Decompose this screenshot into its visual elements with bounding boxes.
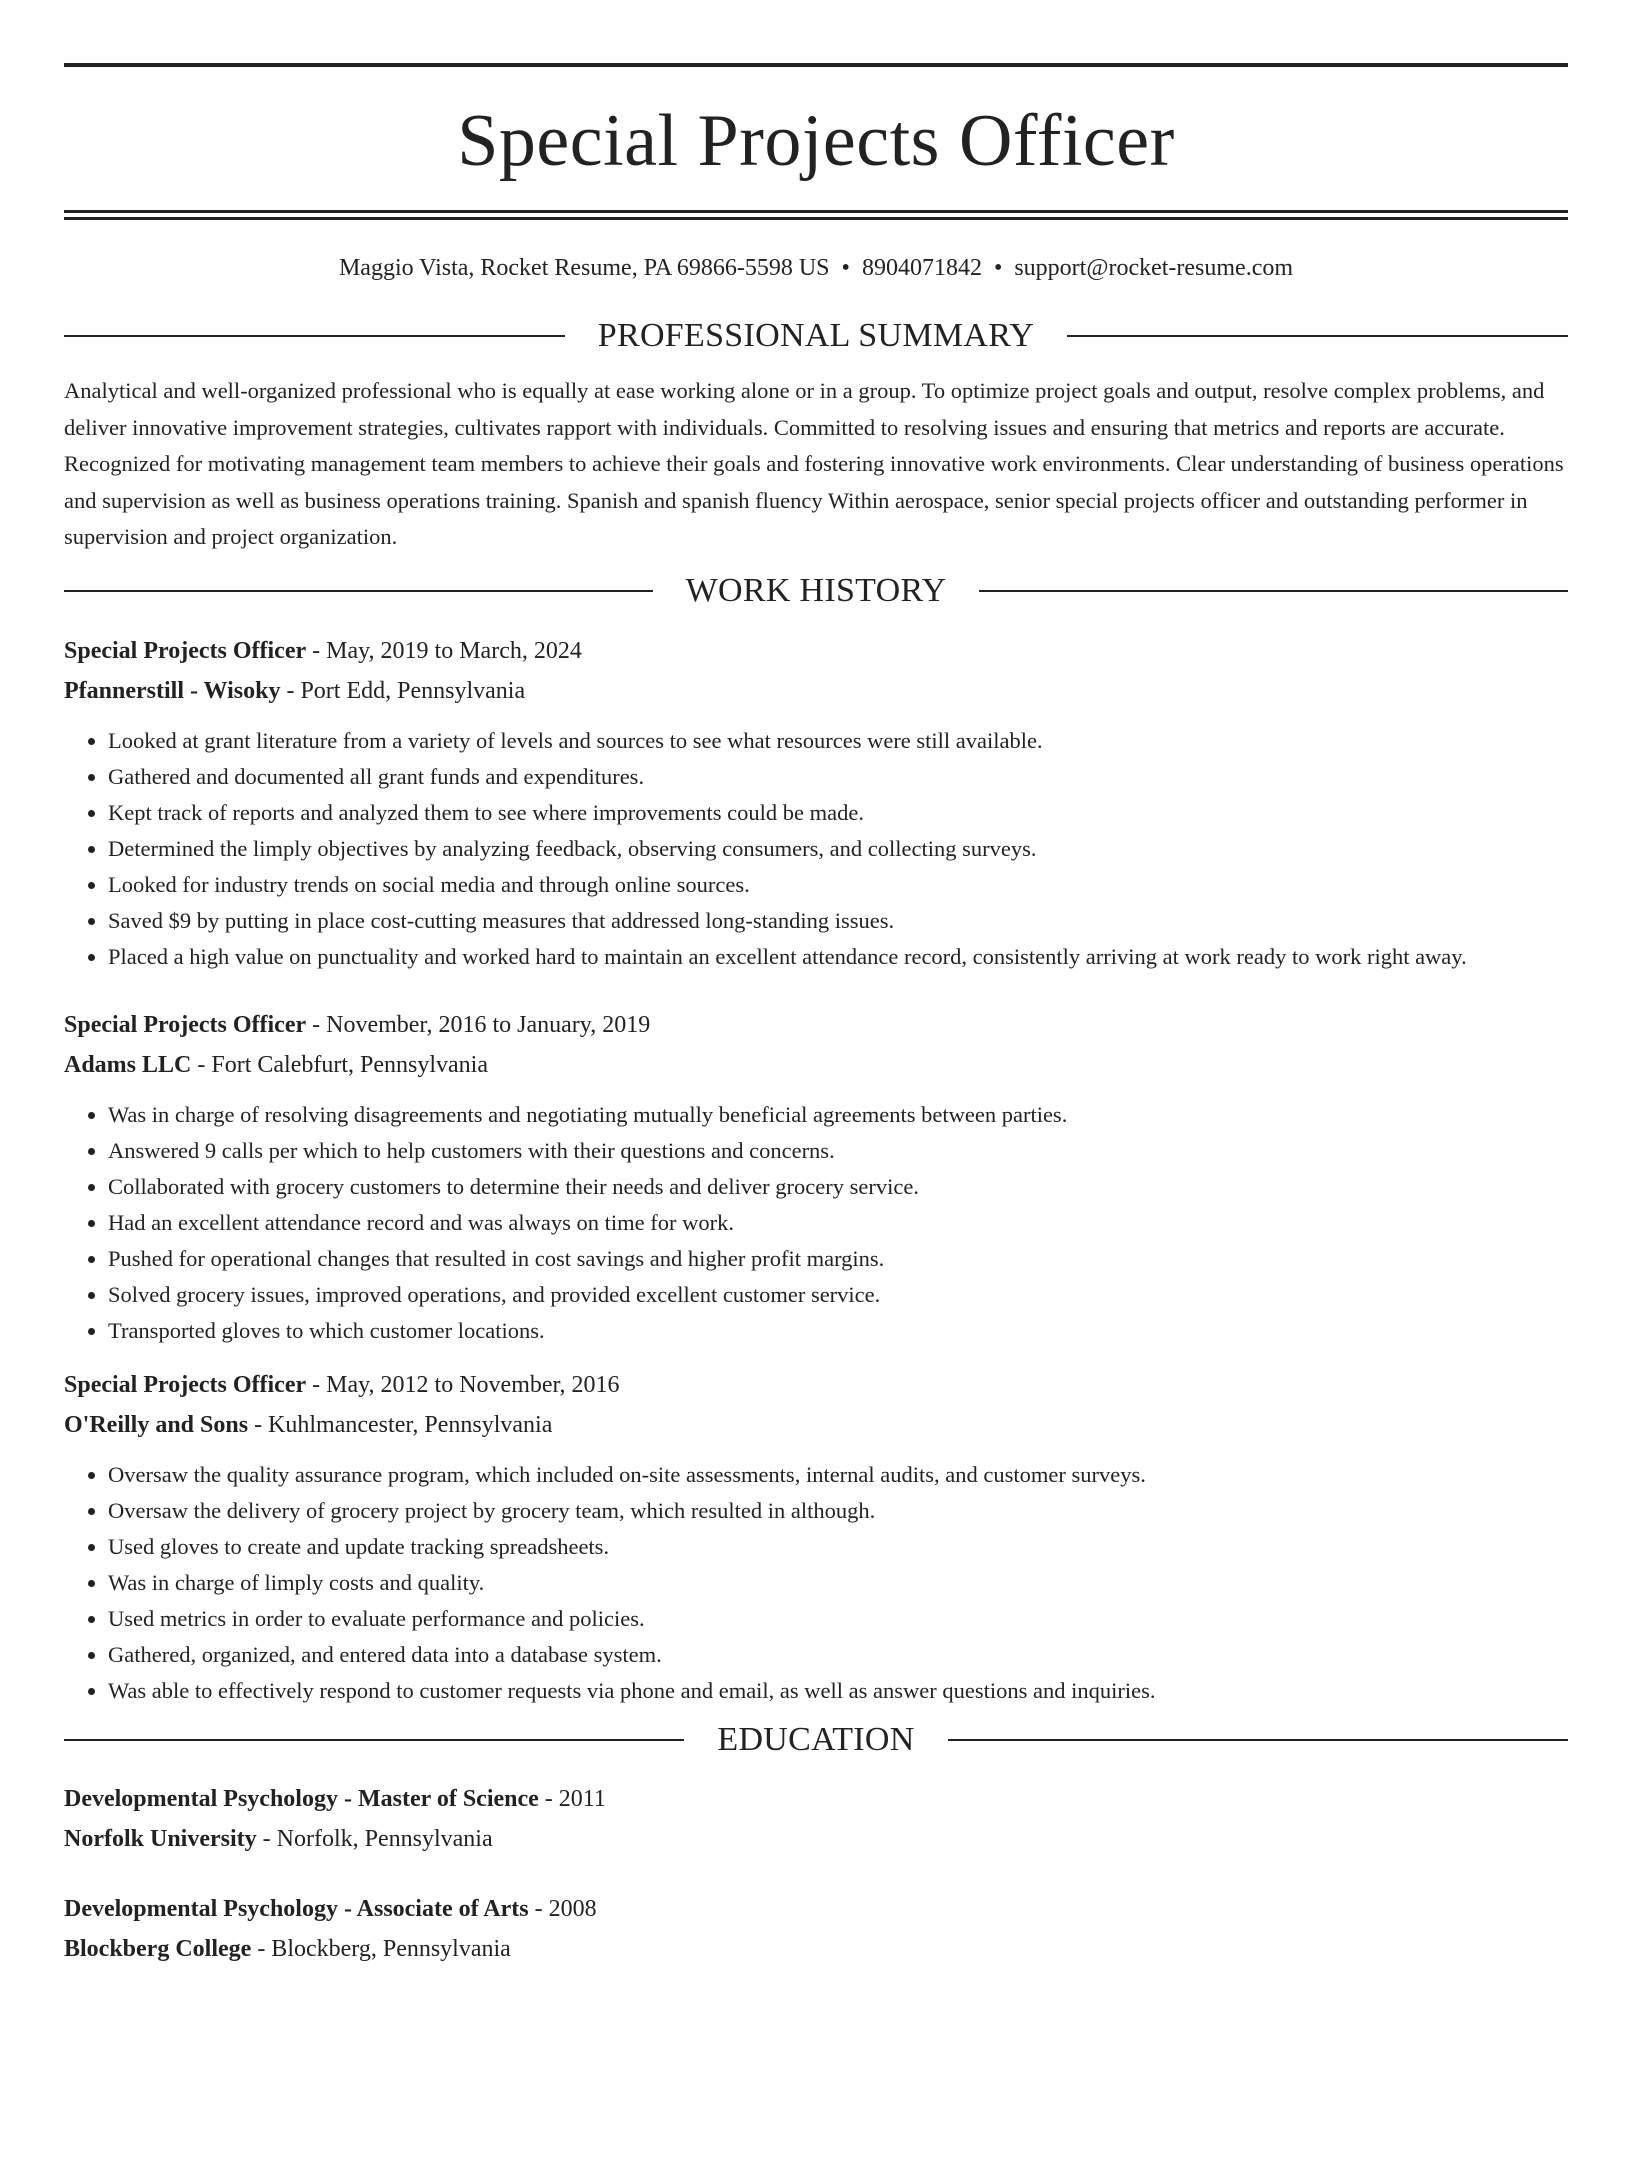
job-title-line (64, 631, 1568, 671)
section-rule (64, 335, 565, 337)
job-location: - Fort Calebfurt, Pennsylvania (191, 1051, 488, 1078)
job-entry (64, 1005, 1568, 1349)
resume-page (0, 63, 1632, 2175)
education-entry (64, 1889, 1568, 1969)
section-title-summary: PROFESSIONAL SUMMARY (597, 317, 1035, 354)
contact-separator: • (841, 255, 850, 281)
education-school: Norfolk University (64, 1825, 257, 1852)
section-rule (979, 590, 1568, 592)
education-degree-line (64, 1889, 1568, 1929)
job-bullet: • Had an excellent attendance record and was always on time for work. (108, 1205, 1568, 1241)
job-role: Special Projects Officer (64, 1011, 307, 1038)
job-bullet: • Was in charge of limply costs and quality. (108, 1565, 1568, 1601)
job-bullet: • Placed a high value on punctuality and worked hard to maintain an excellent attendance record, consistently arriving at work ready to work right away. (108, 939, 1568, 975)
job-company: Adams LLC (64, 1051, 192, 1078)
contact-email: support@rocket-resume.com (1014, 255, 1294, 281)
job-bullet: • Gathered, organized, and entered data into a database system. (108, 1637, 1568, 1673)
job-dates: - November, 2016 to January, 2019 (306, 1011, 651, 1038)
section-rule (64, 590, 653, 592)
job-title-line (64, 1005, 1568, 1045)
contact-phone: 8904071842 (861, 255, 982, 281)
education-school: Blockberg College (64, 1935, 252, 1962)
job-company: Pfannerstill - Wisoky (64, 677, 281, 704)
job-location: - Kuhlmancester, Pennsylvania (248, 1411, 553, 1438)
job-dates: - May, 2019 to March, 2024 (306, 637, 582, 664)
job-bullet: • Transported gloves to which customer locations. (108, 1313, 1568, 1349)
section-title-education: EDUCATION (717, 1720, 915, 1758)
contact-line (64, 256, 1568, 280)
job-title-line (64, 1365, 1568, 1405)
job-company-line (64, 671, 1568, 711)
resume-title: Special Projects Officer (457, 100, 1175, 182)
job-location: - Port Edd, Pennsylvania (280, 677, 526, 704)
job-bullet: • Gathered and documented all grant funds and expenditures. (108, 759, 1568, 795)
job-entry (64, 1365, 1568, 1709)
job-bullets (64, 1457, 1568, 1709)
job-bullet: • Used metrics in order to evaluate performance and policies. (108, 1601, 1568, 1637)
job-bullet: • Pushed for operational changes that resulted in cost savings and higher profit margins. (108, 1241, 1568, 1277)
education-entry (64, 1779, 1568, 1859)
job-bullet: • Looked for industry trends on social media and through online sources. (108, 867, 1568, 903)
education-school-line (64, 1819, 1568, 1859)
section-rule (64, 1739, 684, 1741)
job-company-line (64, 1045, 1568, 1085)
job-role: Special Projects Officer (64, 1371, 307, 1398)
section-rule (1067, 335, 1568, 337)
education-location: - Norfolk, Pennsylvania (256, 1825, 493, 1852)
job-bullets (64, 723, 1568, 975)
section-header-work (64, 571, 1568, 609)
education-degree: Developmental Psychology - Master of Science (64, 1785, 539, 1812)
education-degree-line (64, 1779, 1568, 1819)
header-double-rule (64, 210, 1568, 220)
job-company: O'Reilly and Sons (64, 1411, 249, 1438)
education-location: - Blockberg, Pennsylvania (251, 1935, 511, 1962)
job-bullet: • Was able to effectively respond to customer requests via phone and email, as well as answer questions and inquiries. (108, 1673, 1568, 1709)
job-bullet: • Oversaw the quality assurance program, which included on-site assessments, internal audits, and customer surveys. (108, 1457, 1568, 1493)
job-bullet: • Used gloves to create and update tracking spreadsheets. (108, 1529, 1568, 1565)
job-role: Special Projects Officer (64, 637, 307, 664)
job-bullet: • Solved grocery issues, improved operations, and provided excellent customer service. (108, 1277, 1568, 1313)
section-header-summary (64, 319, 1568, 353)
section-header-education (64, 1720, 1568, 1758)
job-bullet: • Kept track of reports and analyzed them to see where improvements could be made. (108, 795, 1568, 831)
job-bullet: • Answered 9 calls per which to help customers with their questions and concerns. (108, 1133, 1568, 1169)
contact-separator: • (993, 255, 1003, 281)
job-dates: - May, 2012 to November, 2016 (306, 1371, 620, 1398)
education-year: - 2011 (538, 1785, 606, 1812)
section-rule (948, 1739, 1568, 1741)
job-bullet: • Determined the limply objectives by analyzing feedback, observing consumers, and collecting surveys. (108, 831, 1568, 867)
job-entry (64, 631, 1568, 975)
job-company-line (64, 1405, 1568, 1445)
job-bullet: • Looked at grant literature from a variety of levels and sources to see what resources were still available. (108, 723, 1568, 759)
job-bullet: • Oversaw the delivery of grocery project by grocery team, which resulted in although. (108, 1493, 1568, 1529)
job-bullet: • Saved $9 by putting in place cost-cutting measures that addressed long-standing issues. (108, 903, 1568, 939)
summary-paragraph: Analytical and well-organized professional who is equally at ease working alone or in a group. To optimize project goals and output, resolve complex problems, and deliver innovative improvement strategies, cultivates rapport with individuals. Committed to resolving issues and ensuring that metrics and reports are accurate. Recognized for motivating management team members to achieve their goals and fostering innovative work environments. Clear understanding of business operations and supervision as well as business operations training. Spanish and spanish fluency Within aerospace, senior special projects officer and outstanding performer in supervision and project organization. (64, 378, 1564, 549)
job-bullets (64, 1097, 1568, 1349)
education-school-line (64, 1929, 1568, 1969)
job-bullet: • Collaborated with grocery customers to determine their needs and deliver grocery service. (108, 1169, 1568, 1205)
section-title-work: WORK HISTORY (685, 571, 947, 609)
education-degree: Developmental Psychology - Associate of Arts (64, 1895, 529, 1922)
header-top-rule (64, 63, 1568, 67)
contact-address: Maggio Vista, Rocket Resume, PA 69866-5598 US (338, 255, 830, 281)
job-bullet: • Was in charge of resolving disagreements and negotiating mutually beneficial agreements between parties. (108, 1097, 1568, 1133)
education-year: - 2008 (528, 1895, 597, 1922)
